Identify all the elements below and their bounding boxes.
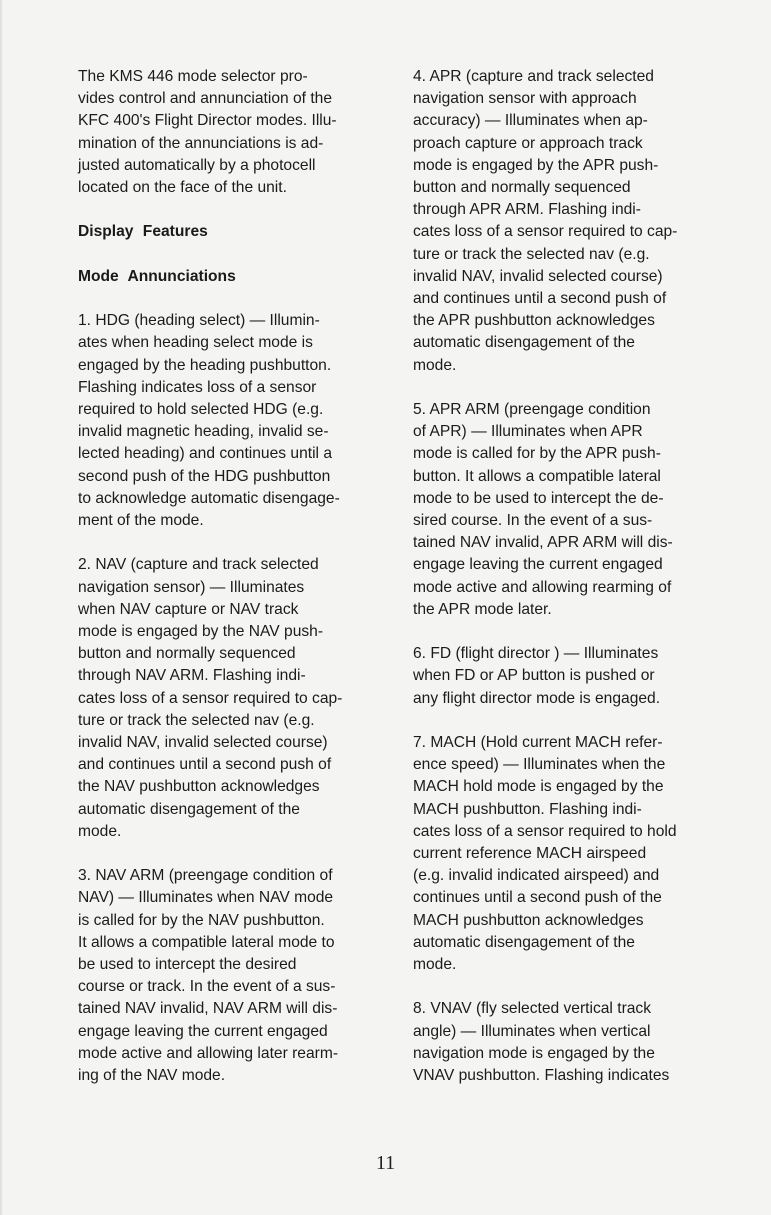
item-6-fd: 6. FD (flight director ) — Illuminates when FD or AP button is pushed or any flight director mode is engaged. — [413, 645, 661, 707]
page-number: 11 — [375, 1152, 396, 1174]
item-8-vnav: 8. VNAV (fly selected vertical track angle) — Illuminates when vertical navigation mode is engaged by the VNAV pushbutton. Flashing indicates — [413, 1000, 670, 1085]
item-4-apr: 4. APR (capture and track selected navigation sensor with approach accuracy) — Illuminates when ap- proach capture or approach track mode is engaged by the APR push- button and normally sequenced through APR ARM. Flashing indi- cates loss of a sensor required to cap- ture or track the selected nav (e.g. invalid NAV, invalid selected course) and continues until a second push of the APR pushbutton acknowledges automatic disengagement of the mode. — [413, 68, 678, 374]
item-7-mach: 7. MACH (Hold current MACH refer- ence speed) — Illuminates when the MACH hold mode is engaged by the MACH pushbutton. Flashing indi- cates loss of a sensor required to hold current reference MACH airspeed (e.g. invalid indicated airspeed) and continues until a second push of the MACH pushbutton acknowledges automatic disengagement of the mode. — [413, 734, 677, 974]
item-2-nav: 2. NAV (capture and track selected navigation sensor) — Illuminates when NAV capture or NAV track mode is engaged by the NAV push- button and normally sequenced through NAV ARM. Flashing indi- cates loss of a sensor required to cap- ture or track the selected nav (e.g. invalid NAV, invalid selected course) and continues until a second push of the NAV pushbutton acknowledges automatic disengagement of the mode. — [78, 556, 343, 840]
page-edge-shadow — [0, 0, 3, 1215]
right-column — [413, 66, 731, 1109]
left-column — [78, 66, 388, 1109]
intro-paragraph: The KMS 446 mode selector pro- vides control and annunciation of the KFC 400's Flight Director modes. Illu- mination of the annunciations is ad- justed automatically by a photocell located on the face of the unit. — [78, 68, 337, 197]
item-5-apr-arm: 5. APR ARM (preengage condition of APR) — Illuminates when APR mode is called for by the APR push- button. It allows a compatible lateral mode to be used to intercept the de- sired course. In the event of a sus- tained NAV invalid, APR ARM will dis- engage leaving the current engaged mode active and allowing rearming of the APR mode later. — [413, 401, 673, 618]
heading-display-features: Display Features — [78, 223, 208, 241]
item-3-nav-arm: 3. NAV ARM (preengage condition of NAV) — Illuminates when NAV mode is called for by the NAV pushbutton. It allows a compatible lateral mode to be used to intercept the desired course or track. In the event of a sus- tained NAV invalid, NAV ARM will dis- engage leaving the current engaged mode active and allowing later rearm- ing of the NAV mode. — [78, 867, 339, 1085]
item-1-hdg: 1. HDG (heading select) — Illumin- ates when heading select mode is engaged by the heading pushbutton. Flashing indicates loss of a sensor required to hold selected HDG (e.g. invalid magnetic heading, invalid se- lected heading) and continues until a second push of the HDG pushbutton to acknowledge automatic disengage- ment of the mode. — [78, 312, 340, 530]
heading-mode-annunciations: Mode Annunciations — [78, 267, 236, 285]
